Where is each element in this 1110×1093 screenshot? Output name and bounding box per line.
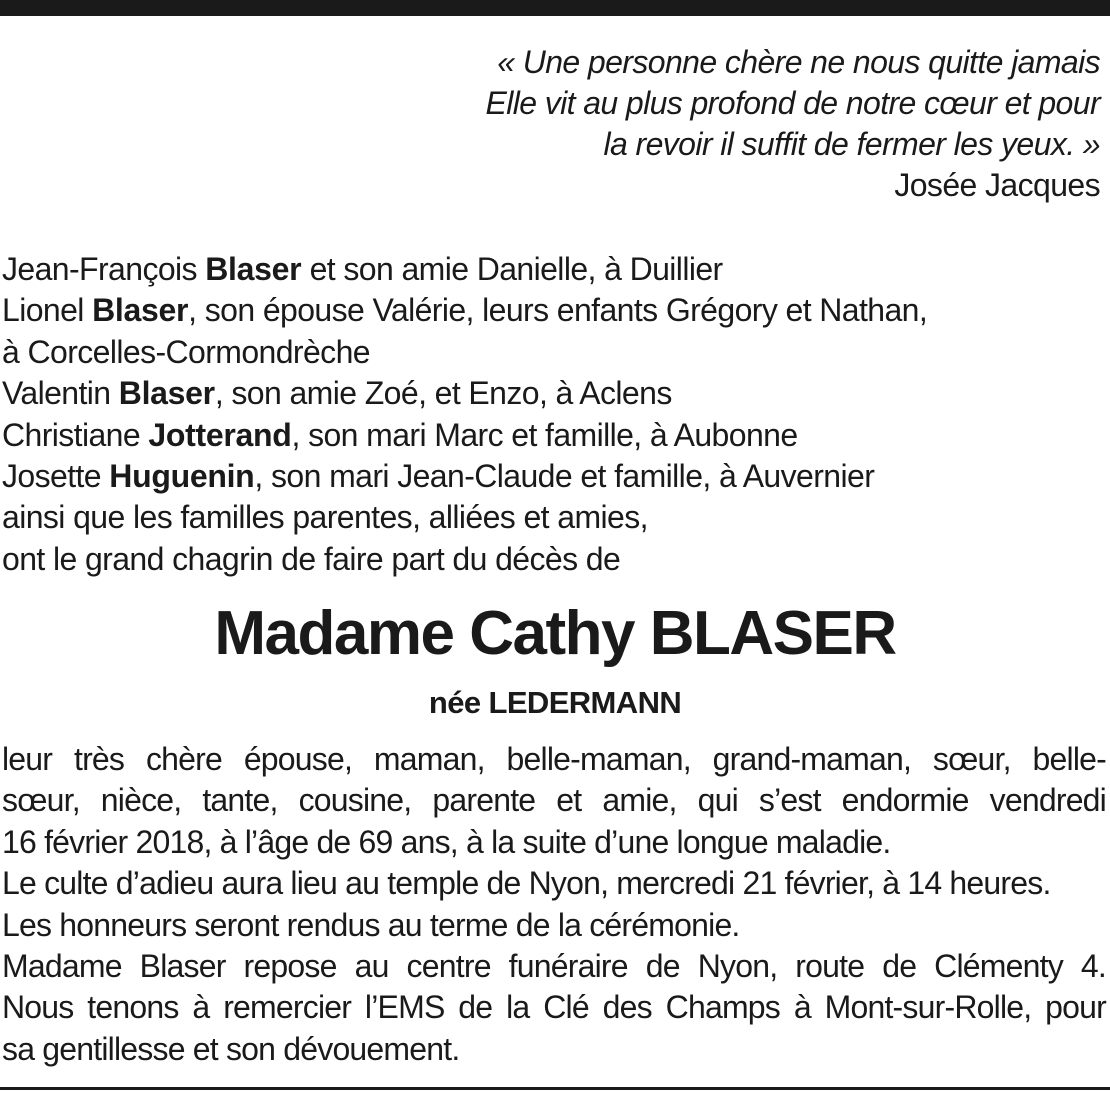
maiden-name: née LEDERMANN: [428, 685, 682, 720]
body-line: sa gentillesse et son dévouement.: [2, 1030, 460, 1067]
first-name: Jean-François: [2, 251, 197, 287]
body-line: 16 février 2018, à l’âge de 69 ans, à la suite d’une longue maladie.: [2, 823, 891, 860]
relation-text: , son amie Zoé, et Enzo, à Aclens: [214, 375, 672, 412]
family-text-line: à Corcelles-Cormondrèche: [2, 333, 370, 370]
surname: Blaser: [92, 292, 189, 329]
quote-line: la revoir il suffit de fermer les yeux. »: [603, 126, 1100, 162]
family-text-line: ont le grand chagrin de faire part du décès de: [2, 540, 621, 577]
quote-line: « Une personne chère ne nous quitte jamais: [497, 44, 1100, 80]
surname: Huguenin: [109, 458, 255, 495]
family-member-line: [2, 415, 927, 456]
family-member-line: [2, 249, 927, 290]
first-name: Josette: [2, 458, 101, 495]
first-name: Christiane: [2, 416, 141, 453]
relation-text: , son épouse Valérie, leurs enfants Grégory et Nathan,: [188, 292, 928, 329]
surname: Blaser: [205, 251, 302, 287]
relation-text: et son amie Danielle, à Duillier: [301, 251, 723, 287]
relation-text: , son mari Jean-Claude et famille, à Auvernier: [254, 458, 875, 495]
surname: Blaser: [118, 375, 215, 412]
family-member-line: [2, 290, 927, 331]
bottom-rule: [0, 1087, 1110, 1090]
family-announcement: [2, 249, 927, 580]
family-member-line: [2, 456, 927, 497]
body-line: Le culte d’adieu aura lieu au temple de Nyon, mercredi 21 février, à 14 heures.: [2, 865, 1051, 902]
family-member-line: [2, 373, 927, 414]
quote-line: Elle vit au plus profond de notre cœur et pour: [485, 85, 1100, 121]
body-line: Les honneurs seront rendus au terme de la cérémonie.: [2, 906, 740, 943]
deceased-name: Madame Cathy BLASER: [214, 599, 896, 668]
quote-author: Josée Jacques: [894, 167, 1100, 203]
body-line: Madame Blaser repose au centre funéraire de Nyon, route de Clémenty 4.: [2, 948, 1106, 985]
body-line: sœur, nièce, tante, cousine, parente et amie, qui s’est endormie vendredi: [2, 782, 1106, 819]
body-line: leur très chère épouse, maman, belle-maman, grand-maman, sœur, belle-: [2, 741, 1106, 777]
body-line: Nous tenons à remercier l’EMS de la Clé des Champs à Mont-sur-Rolle, pour: [2, 989, 1106, 1026]
first-name: Valentin: [2, 375, 111, 412]
family-text-line: ainsi que les familles parentes, alliées et amies,: [2, 499, 648, 536]
top-rule: [0, 0, 1110, 16]
first-name: Lionel: [2, 292, 84, 329]
relation-text: , son mari Marc et famille, à Aubonne: [291, 416, 798, 453]
obituary-body: [2, 739, 1106, 1070]
surname: Jotterand: [148, 416, 292, 453]
epigraph-quote: [340, 42, 1100, 206]
